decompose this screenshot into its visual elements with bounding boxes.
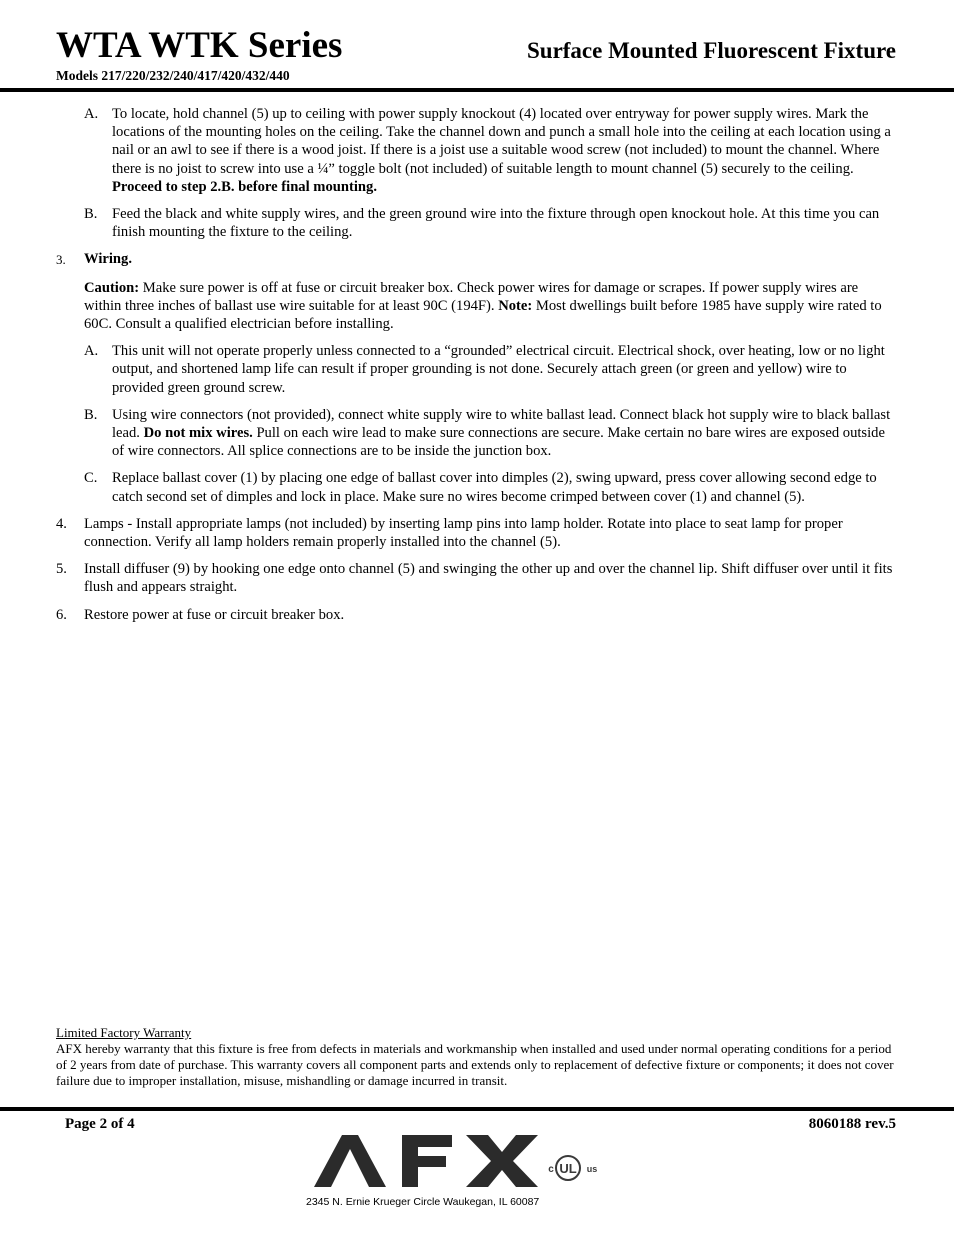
step-label: C. bbox=[84, 470, 98, 487]
warranty-title: Limited Factory Warranty bbox=[56, 1025, 192, 1040]
step-bold-text: Proceed to step 2.B. before final mounting. bbox=[112, 178, 377, 195]
step-text: Install diffuser (9) by hooking one edge onto channel (5) and swinging the other up and over the channel lip. Shift diffuser over until it fits flush and appears straight. bbox=[84, 561, 893, 596]
step-number: 6. bbox=[56, 606, 67, 623]
footer-rule bbox=[0, 1107, 954, 1111]
step-3a bbox=[84, 342, 898, 397]
step-number: 3. bbox=[56, 252, 66, 268]
note-label: Note: bbox=[498, 297, 533, 314]
step-2a bbox=[84, 105, 898, 196]
note-text: Most dwellings built before 1985 have supply wire rated to 60C. Consult a qualified electrician before installing. bbox=[84, 297, 882, 333]
instructions-body bbox=[56, 105, 898, 633]
step-text-continued: Pull on each wire lead to make sure connections are secure. Make certain no bare wires are exposed outside of wire connectors. All splice connections are to be inside the junction box. bbox=[112, 425, 885, 460]
document-number: 8060188 rev.5 bbox=[808, 1116, 896, 1132]
step-4 bbox=[56, 515, 898, 551]
caution-label: Caution: bbox=[84, 279, 140, 296]
step-bold-text: Do not mix wires. bbox=[143, 425, 253, 442]
svg-text:c: c bbox=[548, 1164, 554, 1175]
step-text: Feed the black and white supply wires, and the green ground wire into the fixture through open knockout hole. At this time you can finish mounting the fixture to the ceiling. bbox=[112, 206, 880, 241]
step-text: Restore power at fuse or circuit breaker box. bbox=[84, 606, 345, 623]
ul-certification-mark bbox=[548, 1156, 597, 1180]
step-5 bbox=[56, 560, 898, 596]
svg-text:UL: UL bbox=[559, 1161, 577, 1176]
header-rule bbox=[0, 88, 954, 92]
step-text: Using wire connectors (not provided), connect white supply wire to white ballast lead. Connect black hot supply wire to black ballast lead. bbox=[112, 406, 891, 442]
document-subtitle: Surface Mounted Fluorescent Fixture bbox=[526, 38, 896, 63]
step-3c bbox=[84, 469, 898, 505]
caution-text: Make sure power is off at fuse or circuit breaker box. Check power wires for damage or scrapes. If power supply wires are within three inches of ballast use wire suitable for at least 90C (194F). bbox=[84, 279, 859, 314]
wiring-heading: Wiring. bbox=[84, 251, 132, 268]
step-text: Lamps - Install appropriate lamps (not included) by inserting lamp pins into lamp holder. Rotate into place to seat lamp for proper connection. Verify all lamp holders remain properly installed into the channel (5). bbox=[84, 515, 843, 551]
step-number: 4. bbox=[56, 515, 67, 532]
company-address: 2345 N. Ernie Krueger Circle Waukegan, IL 60087 bbox=[306, 1196, 540, 1208]
warranty-text: AFX hereby warranty that this fixture is free from defects in materials and workmanship when installed and used under normal operating conditions for a period of 2 years from date of purchase. This warranty covers all component parts and extends only to replacement of defective fixture or components; it does not cover failure due to improper installation, misuse, mishandling or damage incurred in transit. bbox=[56, 1041, 894, 1088]
step-3b bbox=[84, 406, 898, 461]
step-label: A. bbox=[84, 106, 99, 122]
step-label: B. bbox=[84, 206, 98, 223]
svg-text:us: us bbox=[586, 1164, 598, 1174]
step-text: Replace ballast cover (1) by placing one edge of ballast cover into dimples (2), swing upward, press cover allowing second edge to catch second set of dimples and lock in place. Make sure no wires become crimped between cover (1) and channel (5). bbox=[112, 470, 877, 505]
warranty-block bbox=[56, 1025, 898, 1089]
step-3-heading bbox=[56, 250, 898, 269]
step-number: 5. bbox=[56, 561, 67, 578]
step-6 bbox=[56, 606, 898, 624]
caution-paragraph bbox=[84, 279, 898, 334]
step-text: This unit will not operate properly unless connected to a “grounded” electrical circuit. Electrical shock, over heating, low or no light output, and shortened lamp life can result if proper grounding is not done. Securely attach green (or green and yellow) wire to provided green ground screw. bbox=[112, 343, 885, 396]
document-title: WTA WTK Series bbox=[56, 25, 343, 66]
step-label: B. bbox=[84, 406, 98, 423]
models-line: Models 217/220/232/240/417/420/432/440 bbox=[56, 68, 290, 83]
step-2b bbox=[84, 205, 898, 241]
page-number: Page 2 of 4 bbox=[65, 1116, 135, 1132]
step-label: A. bbox=[84, 343, 99, 360]
step-text: To locate, hold channel (5) up to ceiling with power supply knockout (4) located over entryway for power supply wires. Mark the locations of the mounting holes on the ceiling. Take the channel down and punch a small hole into the ceiling at each location using a nail or an awl to see if there is a wood joist. If there is a joist use a suitable wood screw (not included) to mount the channel. Where there is no joist to screw into use a ¼” toggle bolt (not included) of suitable length to mount channel (5) securely to the ceiling. bbox=[112, 106, 891, 177]
